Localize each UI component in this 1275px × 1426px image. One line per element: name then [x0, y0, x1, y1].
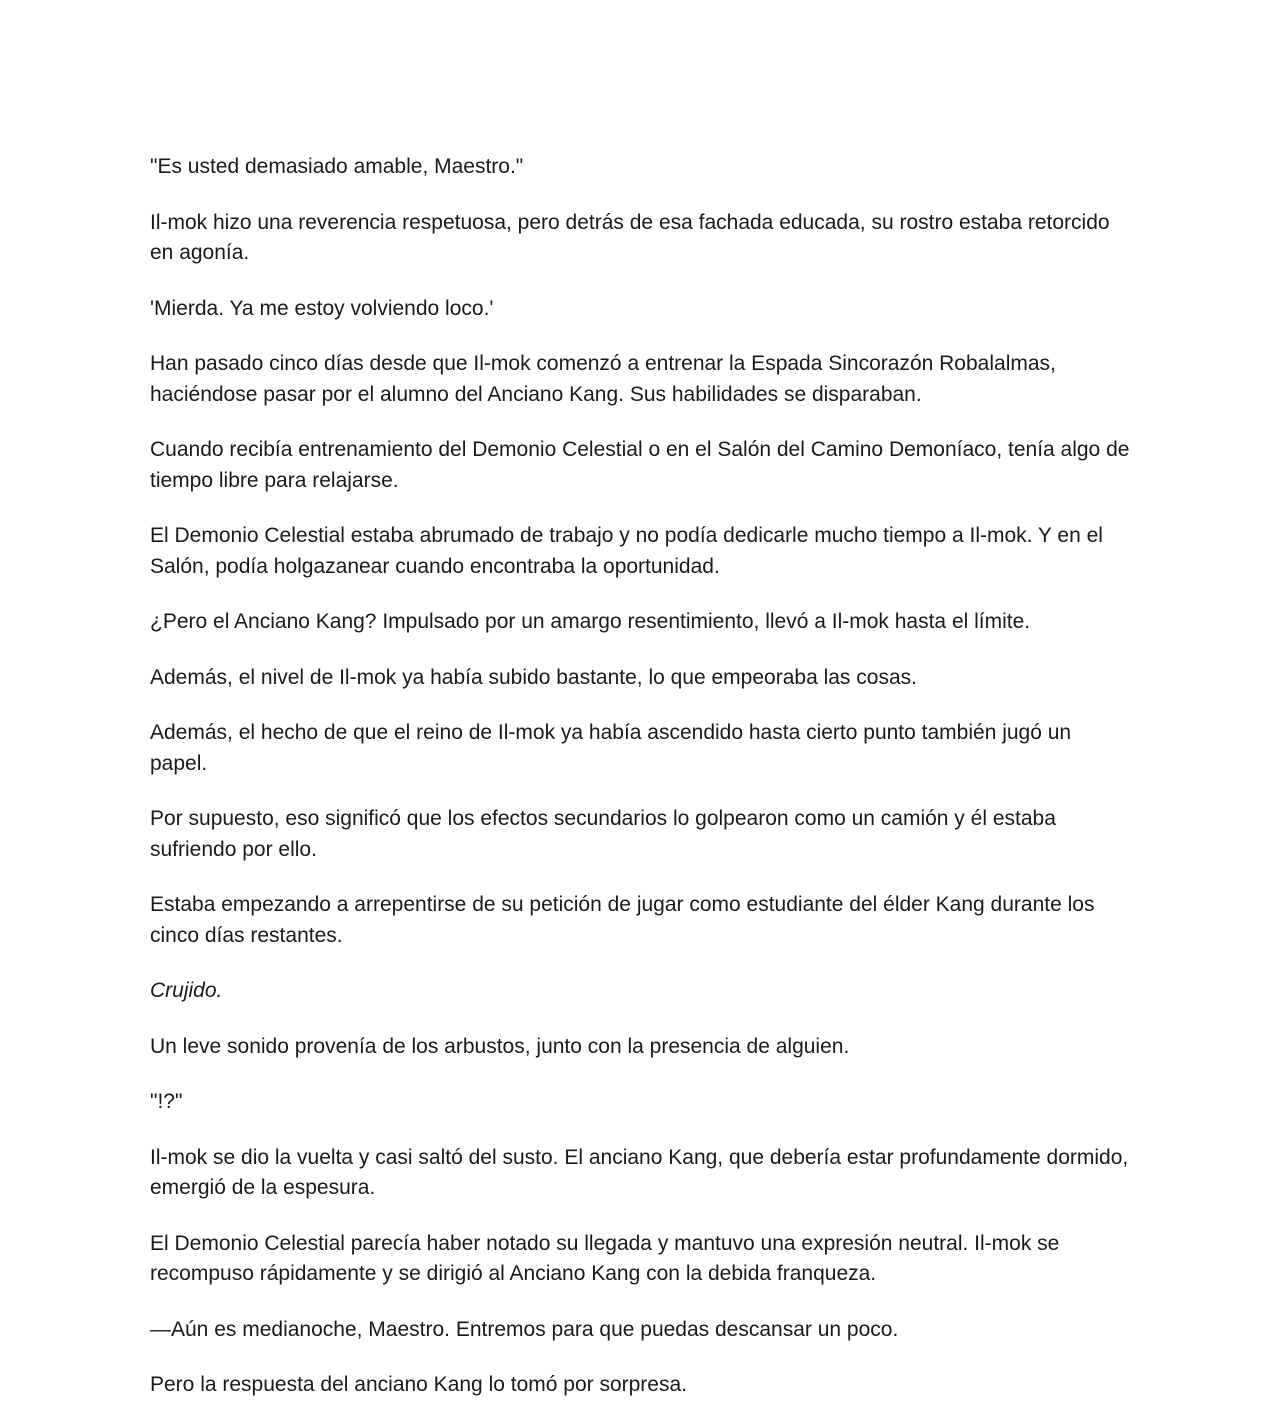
paragraph: ¿Pero el Anciano Kang? Impulsado por un amargo resentimiento, llevó a Il-mok hasta el límite.: [150, 610, 1031, 633]
paragraph: El Demonio Celestial estaba abrumado de trabajo y no podía dedicarle mucho tiempo a Il-mok. Y en el Salón, podía holgazanear cuando encontraba la oportunidad.: [150, 524, 1103, 578]
paragraph: Además, el hecho de que el reino de Il-mok ya había ascendido hasta cierto punto también jugó un papel.: [150, 721, 1072, 775]
paragraph: Cuando recibía entrenamiento del Demonio Celestial o en el Salón del Camino Demoníaco, tenía algo de tiempo libre para relajarse.: [150, 438, 1130, 492]
paragraph: El Demonio Celestial parecía haber notado su llegada y mantuvo una expresión neutral. Il-mok se recompuso rápidamente y se dirigió al Anciano Kang con la debida franqueza.: [150, 1231, 1060, 1285]
paragraph: "!?": [150, 1090, 183, 1113]
paragraph: Il-mok se dio la vuelta y casi saltó del susto. El anciano Kang, que debería estar profundamente dormido, emergió de la espesura.: [150, 1145, 1129, 1199]
paragraph: Además, el nivel de Il-mok ya había subido bastante, lo que empeoraba las cosas.: [150, 665, 917, 689]
paragraph: "Es usted demasiado amable, Maestro.": [150, 155, 524, 178]
paragraph: Il-mok hizo una reverencia respetuosa, pero detrás de esa fachada educada, su rostro estaba retorcido en agonía.: [150, 210, 1110, 264]
paragraph: Por supuesto, eso significó que los efectos secundarios lo golpearon como un camión y él estaba sufriendo por ello.: [150, 807, 1056, 861]
paragraph: Crujido.: [150, 979, 223, 1002]
paragraph: Han pasado cinco días desde que Il-mok comenzó a entrenar la Espada Sincorazón Robalalmas, haciéndose pasar por el alumno del Anciano Kang. Sus habilidades se disparaban.: [150, 352, 1056, 406]
paragraph: Pero la respuesta del anciano Kang lo tomó por sorpresa.: [150, 1373, 687, 1396]
paragraph: 'Mierda. Ya me estoy volviendo loco.': [150, 296, 494, 320]
paragraph: —Aún es medianoche, Maestro. Entremos para que puedas descansar un poco.: [150, 1317, 899, 1341]
paragraph: Un leve sonido provenía de los arbustos, junto con la presencia de alguien.: [150, 1034, 850, 1058]
document-body: [150, 152, 1130, 1426]
paragraph: Estaba empezando a arrepentirse de su petición de jugar como estudiante del élder Kang durante los cinco días restantes.: [150, 893, 1095, 947]
